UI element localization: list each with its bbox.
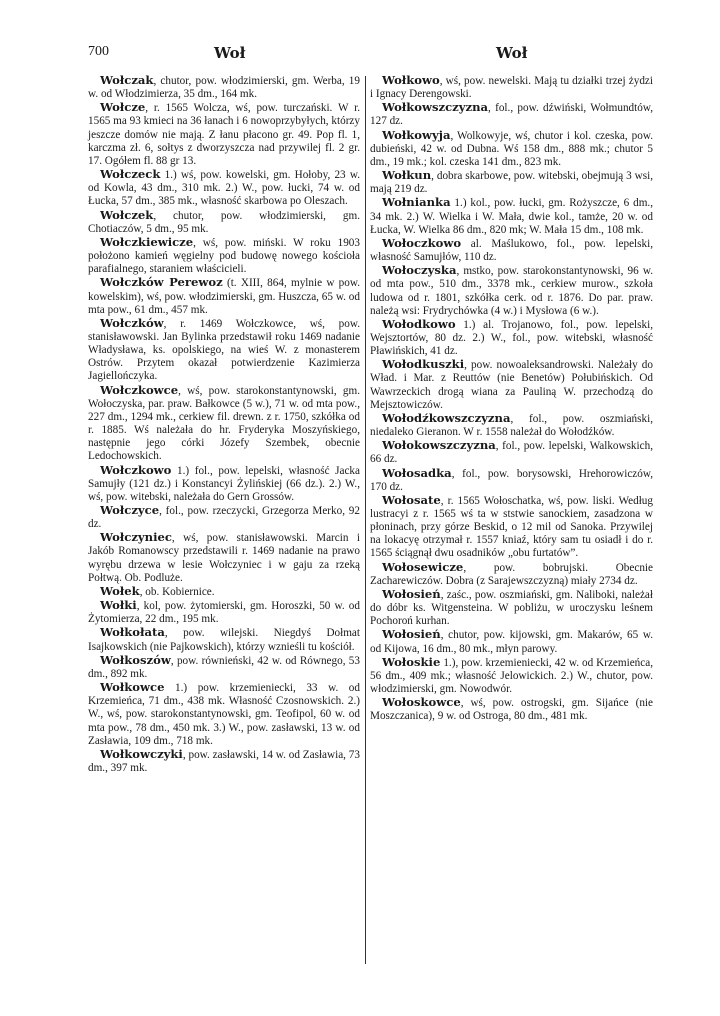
entry-text: , wś, pow. stanisławowski. Marcin i Jakób Romanowscy przedstawili r. 1469 nadanie na prawo wyrębu drzewa w lesie Wołczyniec i w gaju za rzeką Połtwą. Ob. Podluże. — [88, 532, 360, 584]
entry-headword: Wołczkowce — [100, 382, 179, 397]
dictionary-entry — [88, 101, 360, 168]
entry-text: 1.), pow. krzemieniecki, 42 w. od Krzemieńca, 56 dm., 409 mk.; własność Jelowickich. 2.) W., chutor, pow. włodzimierski, gm. Nowodwór. — [370, 656, 653, 696]
entry-text: 1.) al. Trojanowo, fol., pow. lepelski, Wejsztortów, 80 dz. 2.) W., fol., pow. witebski, własność Pławińskich, 41 dz. — [370, 318, 653, 358]
entry-headword: Wołodkowo — [382, 316, 456, 331]
dictionary-entry — [370, 74, 653, 101]
entry-text: 1.) pow. krzemieniecki, 33 w. od Krzemieńca, 71 dm., 438 mk. Własność Czosnowskich. 2.) W., wś, pow. starokonstantynowski, gm. Teofipol, 60 w. od mta pow., 78 dm., 450 mk. 3.) W., pow. zasławski, 13 w. od Zasławia, 109 dm., 718 mk. — [88, 682, 360, 747]
entry-text: 1.) wś, pow. kowelski, gm. Hołoby, 23 w. od Kowla, 43 dm., 310 mk. 2.) W., pow. łucki, 74 w. od Łucka, 57 dm., 385 mk., własność skarbowa po Oleszach. — [88, 169, 360, 208]
entry-text: , pow. wilejski. Niegdyś Dołmat Isajkowskich (nie Pajkowskich), którzy wznieśli tu kościół. — [88, 627, 360, 653]
entry-headword: Wołosadka — [382, 465, 452, 480]
dictionary-entry — [370, 237, 653, 264]
entry-headword: Wołek — [100, 583, 140, 598]
entry-headword: Wołkowczyki — [100, 746, 183, 761]
dictionary-entry — [370, 656, 653, 696]
entry-text: , r. 1565 Wołoschatka, wś, pow. liski. Według lustracyi z r. 1565 wś ta w ststwie sanockiem, zasadzona w płoninach, przy górze Beskid, o 12 mil od Sanoka. Przywilej na lokacyę otrzymał r. 1557 kniaź, który sam tu osiadł i do r. 1565 ściągnął dwu osadników „obu furtatów”. — [370, 494, 653, 560]
entry-text: , fol., pow. rzeczycki, Grzegorza Merko, 92 dz. — [88, 505, 360, 531]
dictionary-entry — [370, 561, 653, 588]
entry-headword: Wołczkiewicze — [100, 234, 194, 249]
entry-text: , wś, pow. starokonstantynowski, gm. Wołoczyska, par. praw. Bałkowce (5 w.), 71 w. od mta pow., 227 dm., 1294 mk., cerkiew fil. drewn. z r. 1750, szkółka od r. 1885. Wś należała do hr. Fryderyka Moszyńskiego, następnie jego córki Józefy Szembek, obecnie Ledochowskich. — [88, 384, 360, 463]
entry-text: , r. 1469 Wołczkowce, wś, pow. stanisławowski. Jan Bylinka przedstawił roku 1469 nadanie Władysława, ks. opolskiego, na wieś W. z monasterem Ostrów. Przytem okazał potwierdzenie Kazimierza Jagiellończyka. — [88, 317, 360, 383]
entry-headword: Wołczków Perewoz — [100, 275, 223, 290]
dictionary-entry — [370, 696, 653, 723]
entry-headword: Wołosewicze — [382, 559, 464, 574]
dictionary-entry — [88, 464, 360, 504]
dictionary-entry — [88, 626, 360, 653]
entry-headword: Wołokowszczyzna — [382, 438, 496, 453]
dictionary-entry — [88, 168, 360, 208]
page-number: 700 — [88, 44, 109, 59]
entry-headword: Wołczak — [100, 73, 154, 87]
dictionary-entry — [88, 531, 360, 585]
entry-headword: Wołosień — [382, 627, 441, 642]
entry-text: , chutor, pow. kijowski, gm. Makarów, 65 w. od Kijowa, 16 dm., 80 mk., młyn parowy. — [370, 629, 653, 655]
entry-text: , wś, pow. newelski. Mają tu działki trzej żydzi i Ignacy Derengowski. — [370, 75, 653, 101]
running-headword-left: Woł — [214, 44, 246, 62]
entry-text: , pow. równieński, 42 w. od Równego, 53 dm., 892 mk. — [88, 654, 360, 680]
entry-text: (t. XIII, 864, mylnie w pow. kowelskim), wś, pow. włodzimierski, gm. Huszcza, 65 w. od mta pow., 61 dm., 457 mk. — [88, 277, 360, 316]
dictionary-entry — [88, 585, 360, 599]
entry-headword: Wołkowszczyzna — [382, 100, 489, 115]
entry-headword: Wołczków — [100, 315, 164, 330]
entry-headword: Wołczeck — [100, 167, 161, 182]
entry-text: , pow. nowoaleksandrowski. Należały do Wład. i Mar. z Reuttów (nie Benetów) Połubińskich. Od Wawrzeckich drogą wiana za Pauliną W. przechodzą do Mejsztowiczów. — [370, 359, 653, 411]
entry-headword: Wołczek — [100, 207, 154, 222]
entry-text: , kol, pow. żytomierski, gm. Horoszki, 50 w. od Żytomierza, 22 dm., 195 mk. — [88, 600, 360, 626]
entry-headword: Wołkowyja — [382, 127, 451, 142]
dictionary-entry — [88, 599, 360, 626]
entry-text: , dobra skarbowe, pow. witebski, obejmują 3 wsi, mają 219 dz. — [370, 170, 653, 196]
entry-headword: Wołczkowo — [100, 462, 172, 477]
dictionary-entry — [370, 358, 653, 412]
entry-headword: Wołczyce — [100, 503, 160, 517]
dictionary-entry — [88, 209, 360, 236]
entry-text: 1.) kol., pow. łucki, gm. Rożyszcze, 6 dm., 34 mk. 2.) W. Wielka i W. Mała, dwie kol., tamże, 20 w. od Łucka, W. Wielka 86 dm., 820 mk; W. Mała 15 dm., 108 mk. — [370, 197, 653, 236]
entry-headword: Wołki — [100, 598, 137, 613]
entry-text: , mstko, pow. starokonstantynowski, 96 w. od mta pow., 510 dm., 3378 mk., cerkiew murow., szkoła ludowa od r. 1801, szkółka cerk. od r. 1876. Do par. praw. należą wsi: Frydrychówka (4 w.) i Mysłowa (6 w.). — [370, 265, 653, 317]
entry-text: , fol., pow. oszmiański, niedaleko Gieranon. W r. 1558 należał do Wołodźków. — [370, 412, 653, 439]
left-column — [88, 74, 360, 775]
entry-headword: Wołnianka — [382, 195, 451, 210]
dictionary-entry — [370, 264, 653, 318]
dictionary-entry — [88, 236, 360, 276]
entry-text: , fol., pow. lepelski, Walkowskich, 66 dz. — [370, 440, 653, 466]
entry-headword: Wołczyniec — [100, 530, 172, 545]
entry-headword: Wołkołata — [100, 625, 165, 640]
dictionary-entry — [370, 196, 653, 236]
entry-headword: Wołoskie — [382, 654, 441, 669]
entry-text: , r. 1565 Wolcza, wś, pow. turczański. W r. 1565 ma 93 kmieci na 36 łanach i 6 nowoprzybyłych, którzy jeszcze domów nie mają. Z łanu płacono gr. 49. Pop fl. 1, karczma zł. 6, sołtys z dworzyszcza nad przywilej fl. 2 gr. 17. Ogółem fl. 88 gr 13. — [88, 102, 360, 167]
entry-text: , pow. zasławski, 14 w. od Zasławia, 73 dm., 397 mk. — [88, 748, 360, 774]
entry-text: , ob. Kobiernice. — [139, 585, 215, 598]
entry-headword: Wołodźkowszczyzna — [382, 410, 511, 425]
entry-headword: Wołoczyska — [382, 263, 457, 278]
dictionary-entry — [88, 681, 360, 748]
page-header — [0, 44, 720, 66]
entry-text: al. Maślukowo, fol., pow. lepelski, własność Samujłów, 110 dz. — [370, 237, 653, 264]
entry-text: , fol., pow. dźwiński, Wołmundtów, 127 dz. — [370, 102, 653, 128]
entry-headword: Wołosień — [382, 586, 441, 601]
entry-headword: Wołkowce — [100, 680, 165, 695]
entry-headword: Wołosate — [382, 492, 441, 507]
entry-headword: Wołkoszów — [100, 652, 171, 667]
column-divider — [365, 76, 366, 964]
entry-headword: Wołkun — [382, 168, 432, 183]
dictionary-entry — [88, 276, 360, 316]
entry-headword: Wołcze — [100, 100, 146, 115]
entry-text: , fol., pow. borysowski, Hrehorowiczów, 170 dz. — [370, 467, 653, 493]
entry-text: , wś, pow. miński. W roku 1903 położono kamień węgielny pod budowę nowego kościoła parafialnego, staraniem właścicieli. — [88, 236, 360, 276]
entry-text: , wś, pow. ostrogski, gm. Sijańce (nie Moszczanica), 9 w. od Ostroga, 80 dm., 481 mk. — [370, 697, 653, 723]
entry-text: , zaśc., pow. oszmiański, gm. Naliboki, należał do dóbr ks. Witgensteina. W pobliżu, w uroczysku leśnem Pochoroń kurhan. — [370, 588, 653, 628]
dictionary-entry — [370, 628, 653, 655]
entry-headword: Wołoczkowo — [382, 235, 462, 250]
entry-text: , Wolkowyje, wś, chutor i kol. czeska, pow. dubieński, 42 w. od Dubna. Wś 158 dm., 888 mk.; chutor 5 dm., 19 mk.; kol. czeska 141 dm., 823 mk. — [370, 129, 653, 168]
entry-headword: Wołkowo — [382, 73, 440, 87]
dictionary-entry — [370, 588, 653, 628]
dictionary-entry — [370, 439, 653, 466]
dictionary-entry — [88, 654, 360, 681]
dictionary-entry — [370, 494, 653, 561]
entry-text: , chutor, pow. włodzimierski, gm. Chotiaczów, 5 dm., 95 mk. — [88, 209, 360, 235]
dictionary-entry — [370, 169, 653, 196]
dictionary-entry — [370, 318, 653, 358]
dictionary-entry — [88, 384, 360, 464]
entry-text: , pow. bobrujski. Obecnie Zacharewiczów. Dobra (z Sarajewszczyzną) miały 2734 dz. — [370, 561, 653, 587]
right-column — [370, 74, 653, 724]
entry-text: 1.) fol., pow. lepelski, własność Jacka Samujły (121 dz.) i Konstancyi Żylińskiej (66 dz.). 2.) W., wś, pow. witebski, należała do Gern Grossów. — [88, 464, 360, 503]
dictionary-entry — [370, 412, 653, 439]
dictionary-entry — [370, 467, 653, 494]
entry-headword: Wołodkuszki — [382, 357, 465, 372]
dictionary-entry — [88, 74, 360, 101]
entry-text: , chutor, pow. włodzimierski, gm. Werba, 19 w. od Włodzimierza, 35 dm., 164 mk. — [88, 75, 360, 101]
dictionary-entry — [370, 129, 653, 169]
running-headword-right: Woł — [496, 44, 528, 62]
dictionary-entry — [88, 317, 360, 384]
entry-headword: Wołoskowce — [382, 695, 461, 710]
dictionary-entry — [88, 504, 360, 531]
dictionary-entry — [88, 748, 360, 775]
dictionary-entry — [370, 101, 653, 128]
